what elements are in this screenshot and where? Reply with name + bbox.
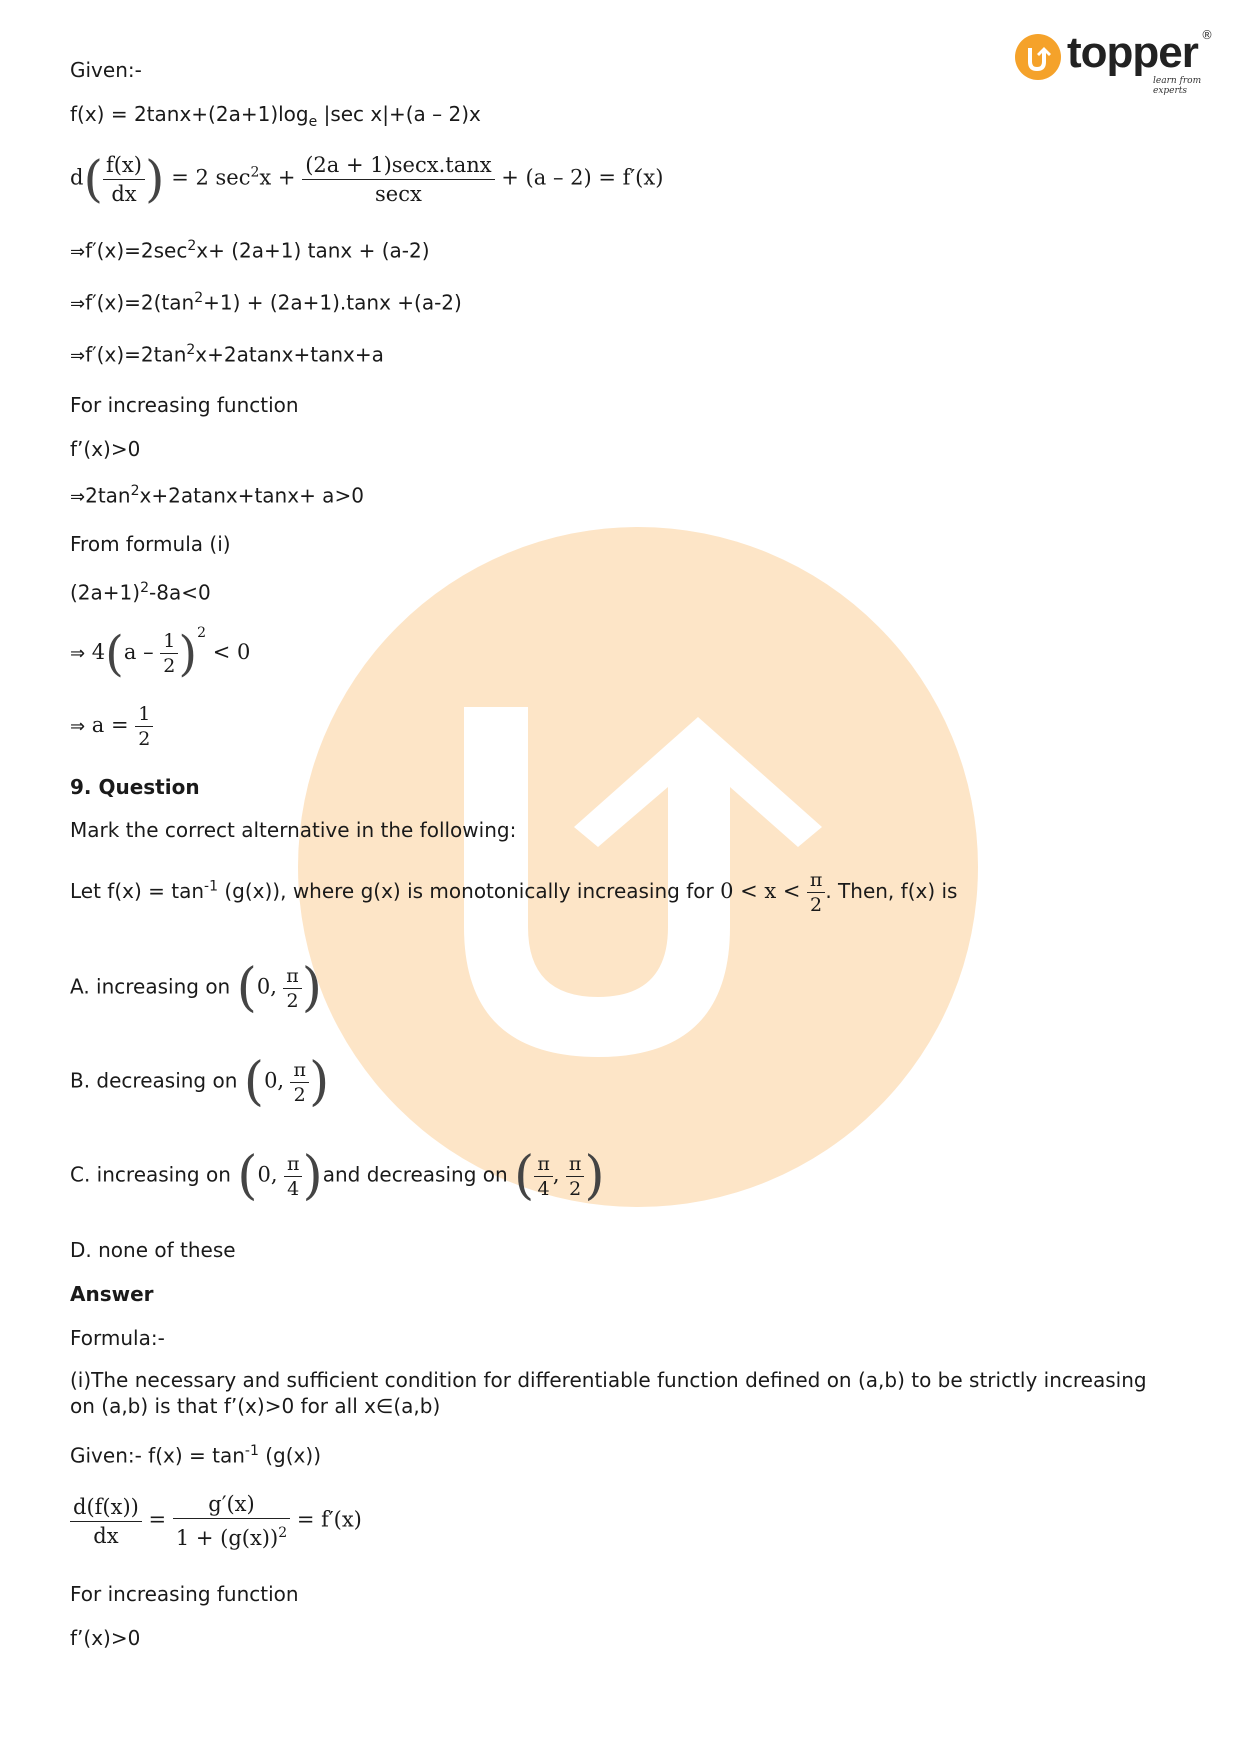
question-title: 9. Question bbox=[70, 775, 200, 799]
function-definition: $f(x) = 2\tan x+(2a+1)\log_e$ |sec x|+(a – 2)x bbox=[70, 102, 481, 130]
derivative-equation: d( $\frac{f(x)}{dx}$ ) = 2 $\sec^2x$ + $\frac{(2a + 1)\sec x.\tan x}{\sec x}$ + (a – 2) = f′(x) bbox=[70, 150, 664, 208]
increasing-heading-2: For increasing function bbox=[70, 1582, 299, 1606]
derivative-step-3: $\Rightarrow f'(x)=2\tan^2x+2atanx+\tan x+a$ bbox=[70, 342, 384, 367]
derivative-step-2: $\Rightarrow f'(x)=2(\tan^2+1) + (2a+1).\tan x +(a-2)$ bbox=[70, 290, 462, 315]
condition-line-2: f’(x)>0 bbox=[70, 1626, 141, 1650]
answer-heading: Answer bbox=[70, 1282, 154, 1306]
given-label: Given:- bbox=[70, 58, 142, 82]
option-d[interactable]: D. none of these bbox=[70, 1238, 236, 1262]
logo-wordmark: topper bbox=[1067, 28, 1198, 77]
discriminant-line: $(2a+1)^2-8a<0$ bbox=[70, 580, 211, 605]
chain-rule-equation: $\frac{d(f(x))}{dx}$ = $\frac{g'(x)}{1 + (g(x))^2}$ = f′(x) bbox=[70, 1490, 362, 1552]
logo-tagline: learn from experts bbox=[1153, 76, 1202, 96]
question-prompt: Mark the correct alternative in the following: bbox=[70, 818, 517, 842]
logo-badge-icon bbox=[1015, 34, 1061, 80]
logo-registered-mark: ® bbox=[1201, 28, 1213, 42]
brand-logo bbox=[1015, 28, 1215, 94]
condition-line: f’(x)>0 bbox=[70, 437, 141, 461]
derivative-step-1: $\Rightarrow f'(x)=2\sec^2x+ (2a+1) \tan x + (a-2)$ bbox=[70, 238, 430, 263]
inequality-line: $\Rightarrow 2\tan^2x+2atanx+\tan x+ a>0$ bbox=[70, 483, 364, 508]
option-a[interactable]: A. increasing on (0, $\frac{\pi}{2}$ ) bbox=[70, 958, 323, 1018]
watermark-u-arrow-icon bbox=[298, 527, 978, 1207]
formula-reference: From formula (i) bbox=[70, 532, 231, 556]
option-c[interactable]: C. increasing on (0, $\frac{\pi}{4}$ )and decreasing on ( $\frac{\pi}{4}$ , $\frac{\pi}{2}$ ) bbox=[70, 1146, 605, 1206]
square-inequality: ⇒ 4(a – $\frac{1}{2}$ )$^2$ < 0 bbox=[70, 625, 251, 682]
formula-condition: (i)The necessary and sufficient condition for differentiable function defined on (a,b) to be strictly increasing on (a,b) is that f’(x)>0 for all x∈(a,b) bbox=[70, 1368, 1147, 1418]
result-a-value: ⇒ a = $\frac{1}{2}$ bbox=[70, 702, 153, 751]
formula-label: Formula:- bbox=[70, 1326, 165, 1350]
question-statement: Let $f(x) = \tan^{-1} (g(x))$, where g(x) is monotonically increasing for 0 < x < $\frac{\pi}{2}$ . Then, f(x) is bbox=[70, 869, 958, 916]
given-function-2: Given:- $f(x) = \tan^{-1} (g(x))$ bbox=[70, 1443, 321, 1468]
option-b[interactable]: B. decreasing on (0, $\frac{\pi}{2}$ ) bbox=[70, 1052, 330, 1112]
increasing-heading: For increasing function bbox=[70, 393, 299, 417]
watermark-logo bbox=[298, 527, 978, 1207]
